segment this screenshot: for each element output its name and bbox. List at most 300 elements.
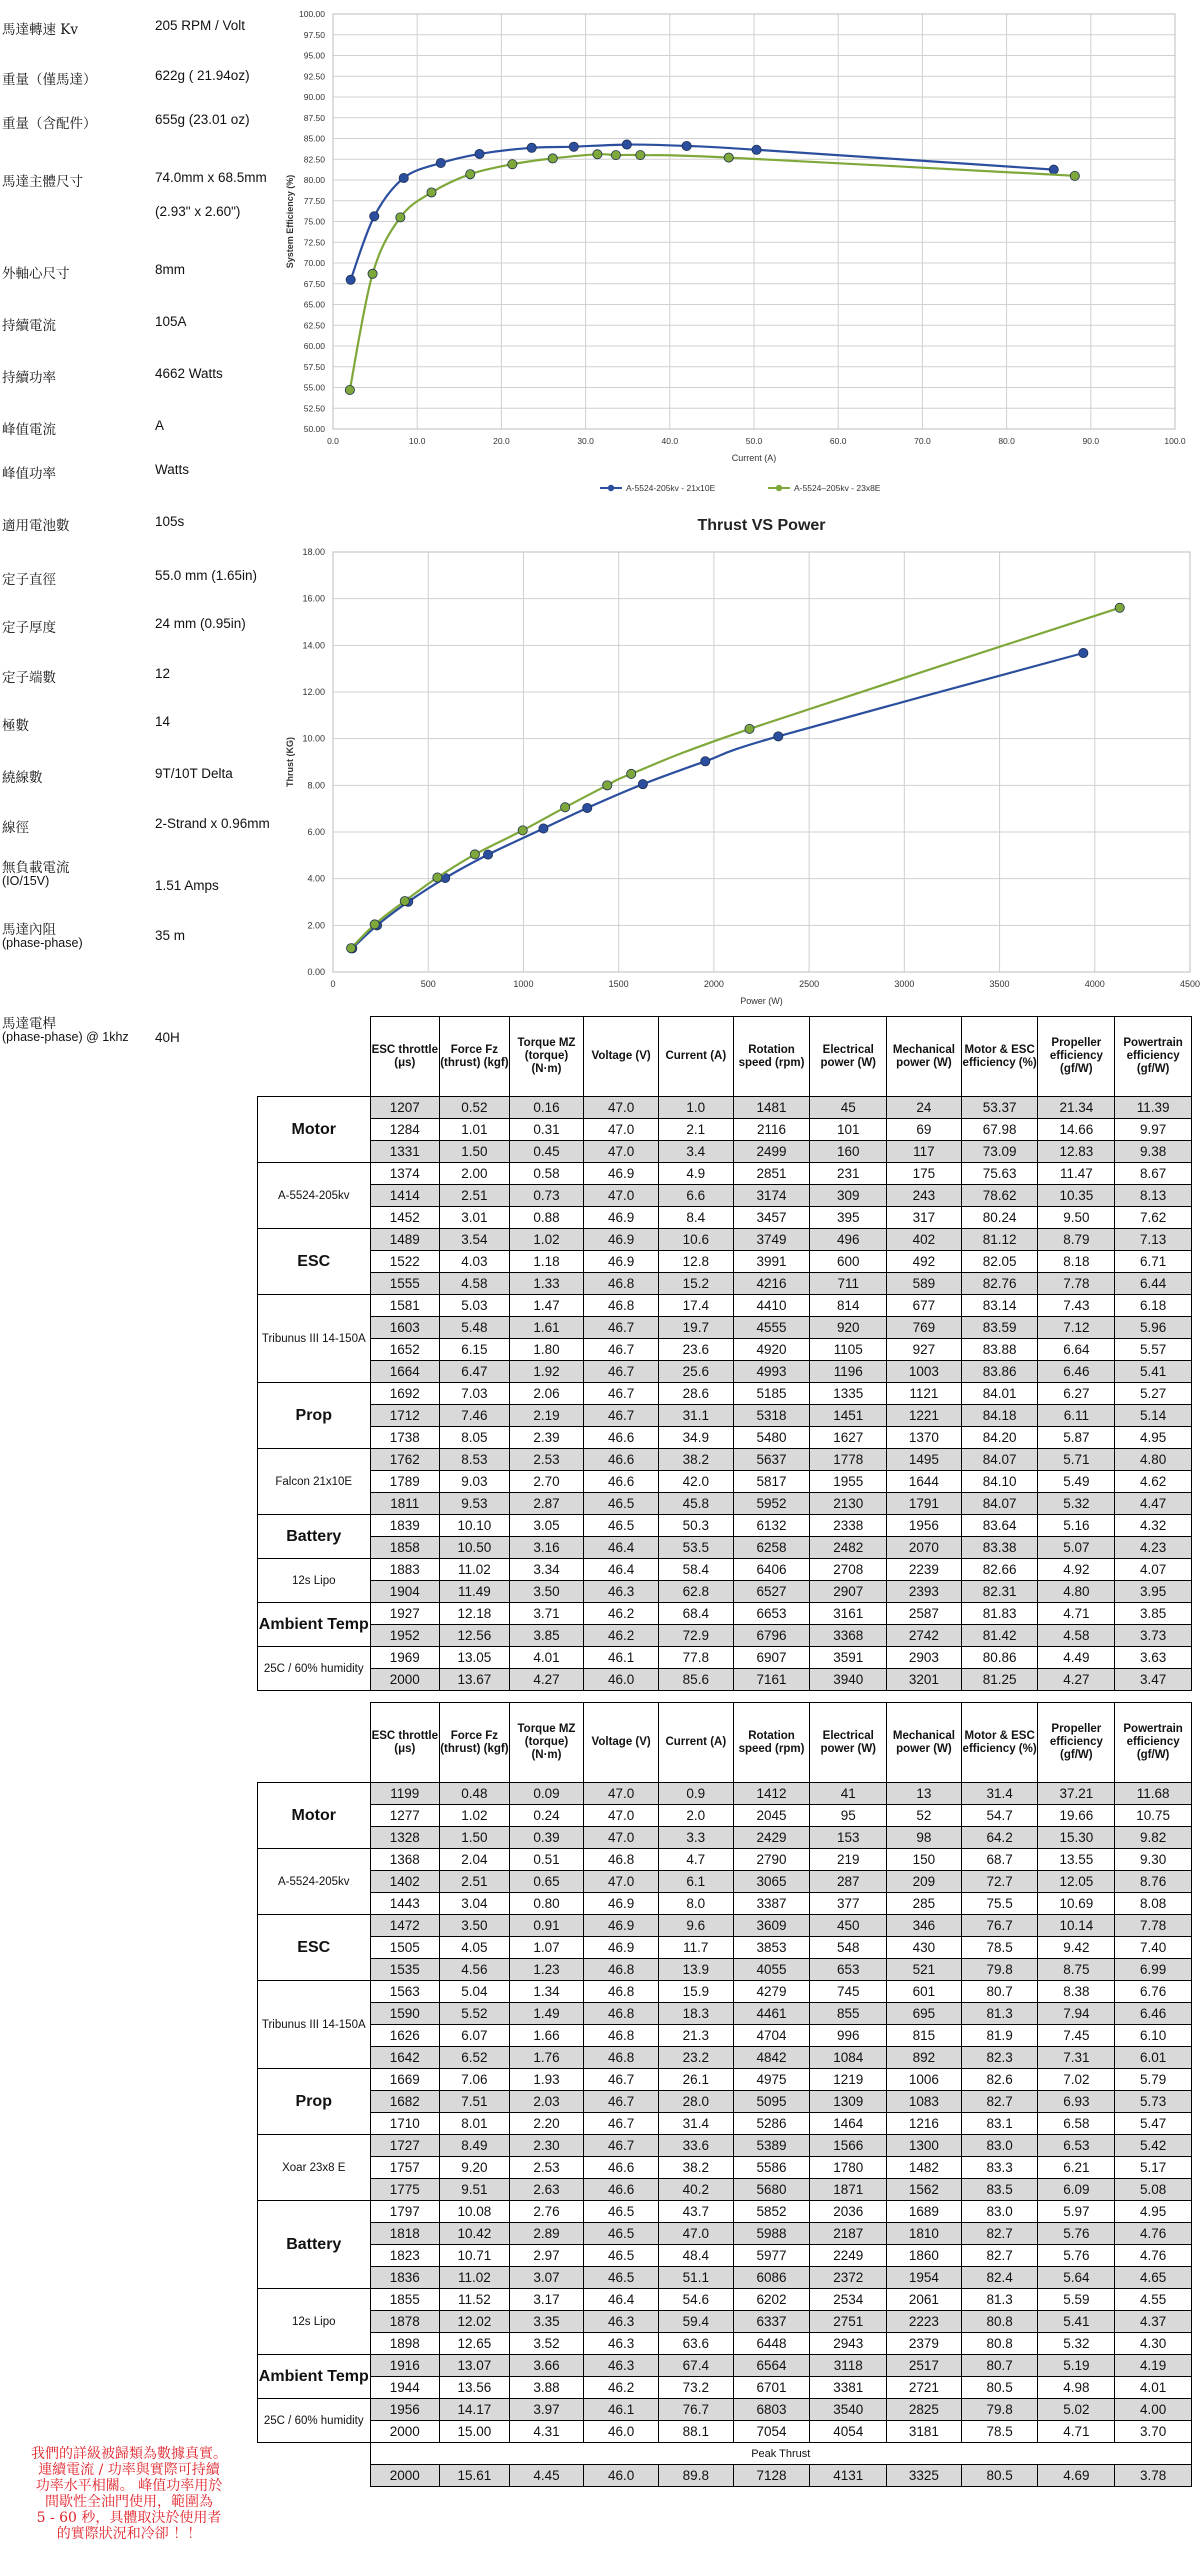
- data-point: [627, 769, 636, 778]
- table-cell: 46.5: [584, 2267, 659, 2289]
- table-cell: 47.0: [584, 1119, 659, 1141]
- table-cell: 12.8: [658, 1251, 733, 1273]
- table-cell: 46.7: [584, 1317, 659, 1339]
- table-cell: 927: [887, 1339, 962, 1361]
- x-tick-label: 20.0: [493, 436, 510, 446]
- table-cell: 4.27: [509, 1669, 584, 1691]
- table-cell: 1535: [370, 1959, 440, 1981]
- table-cell: 2.87: [509, 1493, 584, 1515]
- table-cell: 4.65: [1115, 2267, 1192, 2289]
- table-cell: 45.8: [658, 1493, 733, 1515]
- table-cell: 0.88: [509, 1207, 584, 1229]
- table-cell: 209: [887, 1871, 962, 1893]
- table-row: [258, 2201, 1192, 2223]
- table-cell: 83.14: [961, 1295, 1038, 1317]
- table-cell: 395: [810, 1207, 887, 1229]
- table-cell: 2907: [810, 1581, 887, 1603]
- table-cell: 3.85: [509, 1625, 584, 1647]
- table-cell: 82.4: [961, 2267, 1038, 2289]
- table-cell: 12.02: [440, 2311, 510, 2333]
- table-cell: 46.9: [584, 1251, 659, 1273]
- table-cell: 3.63: [1115, 1647, 1192, 1669]
- table-cell: 1.50: [440, 1141, 510, 1163]
- table-cell: 1652: [370, 1339, 440, 1361]
- x-tick-label: 0.0: [327, 436, 339, 446]
- table-cell: 38.2: [658, 2157, 733, 2179]
- table-cell: 12.83: [1038, 1141, 1115, 1163]
- series-line: [351, 608, 1120, 948]
- column-header: Electrical power (W): [810, 1017, 887, 1097]
- table-row: [258, 1827, 1192, 1849]
- table-cell: 81.3: [961, 2003, 1038, 2025]
- table-cell: 7.13: [1115, 1229, 1192, 1251]
- table-cell: 46.1: [584, 2399, 659, 2421]
- spec-label: 極數: [2, 718, 29, 734]
- spec-value: 12: [155, 666, 171, 681]
- data-point: [611, 151, 620, 160]
- table-cell: 46.5: [584, 2223, 659, 2245]
- table-cell: 31.4: [961, 1783, 1038, 1805]
- table-cell: 13.56: [440, 2377, 510, 2399]
- table-row: [258, 1581, 1192, 1603]
- table-cell: 402: [887, 1229, 962, 1251]
- efficiency-chart: [260, 0, 1200, 500]
- table-cell: 46.4: [584, 2289, 659, 2311]
- table-cell: 855: [810, 2003, 887, 2025]
- table-row: [258, 1559, 1192, 1581]
- spec-value: 105s: [155, 514, 185, 529]
- table-cell: 4.95: [1115, 1427, 1192, 1449]
- table-cell: 82.7: [961, 2223, 1038, 2245]
- table-cell: 4.56: [440, 1959, 510, 1981]
- data-point: [724, 153, 733, 162]
- table-cell: 7054: [733, 2421, 810, 2443]
- table-cell: 46.3: [584, 1581, 659, 1603]
- table-cell: 4055: [733, 1959, 810, 1981]
- table-cell: 2.76: [509, 2201, 584, 2223]
- table-cell: 3.4: [658, 1141, 733, 1163]
- table-cell: 1797: [370, 2201, 440, 2223]
- table-cell: 46.2: [584, 2377, 659, 2399]
- y-tick-label: 55.00: [303, 382, 325, 393]
- spec-value-secondary: (2.93" x 2.60"): [155, 204, 241, 219]
- data-point: [745, 724, 754, 733]
- table-cell: 78.5: [961, 2421, 1038, 2443]
- table-cell: 46.3: [584, 2311, 659, 2333]
- legend-marker: [608, 485, 614, 491]
- table-cell: 1335: [810, 1383, 887, 1405]
- spec-label: 馬達內阻: [2, 922, 56, 938]
- table-cell: 287: [810, 1871, 887, 1893]
- table-row: [258, 1163, 1192, 1185]
- table-cell: 83.1: [961, 2113, 1038, 2135]
- series-line: [351, 145, 1054, 280]
- table-cell: 5637: [733, 1449, 810, 1471]
- table-cell: 5.02: [1038, 2399, 1115, 2421]
- table-cell: 51.1: [658, 2267, 733, 2289]
- table-cell: 83.86: [961, 1361, 1038, 1383]
- table-cell: 89.8: [658, 2465, 733, 2487]
- data-point: [370, 920, 379, 929]
- spec-value: 55.0 mm (1.65in): [155, 568, 258, 583]
- component-label: Motor: [258, 1783, 371, 1849]
- table-row: [258, 1805, 1192, 1827]
- table-cell: 4.07: [1115, 1559, 1192, 1581]
- table-cell: 84.18: [961, 1405, 1038, 1427]
- table-cell: 1083: [887, 2091, 962, 2113]
- table-cell: 4054: [810, 2421, 887, 2443]
- table-cell: 19.7: [658, 1317, 733, 1339]
- table-cell: 1216: [887, 2113, 962, 2135]
- table-cell: 1955: [810, 1471, 887, 1493]
- table-cell: 3.47: [1115, 1669, 1192, 1691]
- table-cell: 7.43: [1038, 1295, 1115, 1317]
- table-cell: 5185: [733, 1383, 810, 1405]
- table-cell: 450: [810, 1915, 887, 1937]
- table-cell: 83.64: [961, 1515, 1038, 1537]
- data-point: [346, 944, 355, 953]
- spec-value: 74.0mm x 68.5mm: [155, 170, 267, 185]
- spec-label: 線徑: [2, 820, 29, 836]
- table-cell: 12.65: [440, 2333, 510, 2355]
- table-cell: 3.70: [1115, 2421, 1192, 2443]
- table-cell: 11.02: [440, 1559, 510, 1581]
- table-cell: 8.05: [440, 1427, 510, 1449]
- table-cell: 11.68: [1115, 1783, 1192, 1805]
- table-cell: 1644: [887, 1471, 962, 1493]
- spec-value: 105A: [155, 314, 187, 329]
- table-cell: 1.07: [509, 1937, 584, 1959]
- table-cell: 46.3: [584, 2355, 659, 2377]
- table-cell: 47.0: [658, 2223, 733, 2245]
- y-tick-label: 2.00: [307, 920, 325, 931]
- table-row: [258, 1515, 1192, 1537]
- table-cell: 6.44: [1115, 1273, 1192, 1295]
- table-cell: 28.6: [658, 1383, 733, 1405]
- table-cell: 2000: [370, 2421, 440, 2443]
- header-spacer: [258, 1703, 371, 1783]
- table-cell: 31.4: [658, 2113, 733, 2135]
- table-cell: 3.95: [1115, 1581, 1192, 1603]
- table-row: [258, 1405, 1192, 1427]
- table-cell: 5.27: [1115, 1383, 1192, 1405]
- x-tick-label: 40.0: [661, 436, 679, 446]
- table-cell: 3065: [733, 1871, 810, 1893]
- table-cell: 7.78: [1038, 1273, 1115, 1295]
- data-point: [396, 213, 405, 222]
- table-cell: 4.58: [440, 1273, 510, 1295]
- table-cell: 1.34: [509, 1981, 584, 2003]
- table-cell: 6258: [733, 1537, 810, 1559]
- table-cell: 88.1: [658, 2421, 733, 2443]
- table-cell: 1664: [370, 1361, 440, 1383]
- table-row: [258, 1981, 1192, 2003]
- table-cell: 2338: [810, 1515, 887, 1537]
- table-cell: 5.19: [1038, 2355, 1115, 2377]
- table-cell: 9.20: [440, 2157, 510, 2179]
- table-cell: 4555: [733, 1317, 810, 1339]
- table-cell: 548: [810, 1937, 887, 1959]
- table-cell: 8.13: [1115, 1185, 1192, 1207]
- table-cell: 2742: [887, 1625, 962, 1647]
- table-cell: 1883: [370, 1559, 440, 1581]
- table-cell: 1810: [887, 2223, 962, 2245]
- component-label: Falcon 21x10E: [258, 1449, 371, 1515]
- table-cell: 0.58: [509, 1163, 584, 1185]
- x-tick-label: 1000: [513, 979, 534, 989]
- table-cell: 5952: [733, 1493, 810, 1515]
- table-cell: 12.56: [440, 1625, 510, 1647]
- table-cell: 6653: [733, 1603, 810, 1625]
- table-cell: 5286: [733, 2113, 810, 2135]
- table-cell: 68.7: [961, 1849, 1038, 1871]
- x-tick-label: 70.0: [914, 436, 931, 446]
- data-point: [636, 151, 645, 160]
- column-header: Motor & ESC efficiency (%): [961, 1017, 1038, 1097]
- legend-label: A-5524-205kv - 21x10E: [626, 483, 716, 493]
- table-cell: 5.32: [1038, 1493, 1115, 1515]
- table-cell: 83.0: [961, 2135, 1038, 2157]
- table-cell: 4.80: [1038, 1581, 1115, 1603]
- data-point: [774, 732, 783, 741]
- table-cell: 3591: [810, 1647, 887, 1669]
- table-cell: 73.09: [961, 1141, 1038, 1163]
- table-cell: 711: [810, 1273, 887, 1295]
- spec-value: 655g (23.01 oz): [155, 112, 250, 127]
- table-cell: 1121: [887, 1383, 962, 1405]
- spec-label: 持續電流: [2, 318, 56, 334]
- table-row: [258, 1871, 1192, 1893]
- table-cell: 1791: [887, 1493, 962, 1515]
- table-cell: 81.12: [961, 1229, 1038, 1251]
- table-cell: 83.3: [961, 2157, 1038, 2179]
- series-line: [350, 154, 1075, 390]
- column-header: Rotation speed (rpm): [733, 1017, 810, 1097]
- data-point: [475, 149, 484, 158]
- table-cell: 5988: [733, 2223, 810, 2245]
- table-cell: 11.39: [1115, 1097, 1192, 1119]
- table-cell: 3.52: [509, 2333, 584, 2355]
- table-cell: 3.04: [440, 1893, 510, 1915]
- table-cell: 5852: [733, 2201, 810, 2223]
- table-cell: 46.8: [584, 2003, 659, 2025]
- series-21x10e: [348, 648, 1088, 953]
- table-cell: 1199: [370, 1783, 440, 1805]
- component-label: Battery: [258, 2201, 371, 2289]
- table-cell: 80.7: [961, 2355, 1038, 2377]
- y-tick-label: 92.50: [303, 71, 325, 82]
- table-cell: 46.6: [584, 1449, 659, 1471]
- table-cell: 4.55: [1115, 2289, 1192, 2311]
- table-cell: 2000: [370, 1669, 440, 1691]
- table-cell: 46.0: [584, 2421, 659, 2443]
- table-cell: 50.3: [658, 1515, 733, 1537]
- spec-label: 峰值電流: [2, 422, 56, 438]
- data-point: [603, 781, 612, 790]
- table-row: [258, 1207, 1192, 1229]
- table-cell: 80.24: [961, 1207, 1038, 1229]
- table-cell: 46.8: [584, 1295, 659, 1317]
- table-cell: 9.38: [1115, 1141, 1192, 1163]
- table-cell: 46.1: [584, 1647, 659, 1669]
- table-cell: 1916: [370, 2355, 440, 2377]
- table-cell: 0.91: [509, 1915, 584, 1937]
- table-cell: 1.47: [509, 1295, 584, 1317]
- table-cell: 1.92: [509, 1361, 584, 1383]
- table-cell: 6448: [733, 2333, 810, 2355]
- table-cell: 695: [887, 2003, 962, 2025]
- spec-value: 14: [155, 714, 171, 729]
- table-cell: 2708: [810, 1559, 887, 1581]
- table-cell: 1.18: [509, 1251, 584, 1273]
- y-tick-label: 4.00: [307, 873, 325, 884]
- table-cell: 1566: [810, 2135, 887, 2157]
- data-point: [399, 173, 408, 182]
- data-point: [433, 873, 442, 882]
- y-tick-label: 95.00: [303, 50, 325, 61]
- table-cell: 117: [887, 1141, 962, 1163]
- table-cell: 6.6: [658, 1185, 733, 1207]
- table-cell: 8.0: [658, 1893, 733, 1915]
- spec-label: 峰值功率: [2, 466, 56, 482]
- column-header: Voltage (V): [584, 1703, 659, 1783]
- component-label: Motor: [258, 1097, 371, 1163]
- table-cell: 3201: [887, 1669, 962, 1691]
- table-cell: 5.79: [1115, 2069, 1192, 2091]
- y-tick-label: 77.50: [303, 195, 325, 206]
- y-tick-label: 18.00: [302, 547, 325, 557]
- table-cell: 1642: [370, 2047, 440, 2069]
- table-cell: 46.4: [584, 1537, 659, 1559]
- table-cell: 67.4: [658, 2355, 733, 2377]
- table-cell: 2.63: [509, 2179, 584, 2201]
- table-cell: 4842: [733, 2047, 810, 2069]
- table-cell: 64.2: [961, 1827, 1038, 1849]
- table-cell: 5.47: [1115, 2113, 1192, 2135]
- spec-value: 40H: [155, 1030, 180, 1045]
- table-cell: 5817: [733, 1471, 810, 1493]
- table-cell: 13.55: [1038, 1849, 1115, 1871]
- table-cell: 79.8: [961, 2399, 1038, 2421]
- table-cell: 5318: [733, 1405, 810, 1427]
- table-cell: 2.04: [440, 1849, 510, 1871]
- table-cell: 81.42: [961, 1625, 1038, 1647]
- table-cell: 1944: [370, 2377, 440, 2399]
- table-cell: 83.88: [961, 1339, 1038, 1361]
- table-cell: 3.85: [1115, 1603, 1192, 1625]
- peak-thrust-label: Peak Thrust: [370, 2443, 1191, 2465]
- table-cell: 10.6: [658, 1229, 733, 1251]
- table-cell: 2587: [887, 1603, 962, 1625]
- column-header: Torque MZ (torque) (N·m): [509, 1703, 584, 1783]
- table-cell: 67.98: [961, 1119, 1038, 1141]
- table-cell: 1.80: [509, 1339, 584, 1361]
- table-cell: 5.48: [440, 1317, 510, 1339]
- y-axis-title: Thrust (KG): [285, 737, 295, 787]
- series-23x8e: [346, 603, 1124, 953]
- table-row: [258, 1295, 1192, 1317]
- table-cell: 75.5: [961, 1893, 1038, 1915]
- table-cell: 10.71: [440, 2245, 510, 2267]
- table-cell: 82.76: [961, 1273, 1038, 1295]
- table-cell: 34.9: [658, 1427, 733, 1449]
- table-cell: 2.0: [658, 1805, 733, 1827]
- table-cell: 285: [887, 1893, 962, 1915]
- table-cell: 2534: [810, 2289, 887, 2311]
- table-cell: 14.17: [440, 2399, 510, 2421]
- table-cell: 4.95: [1115, 2201, 1192, 2223]
- table-cell: 46.9: [584, 1207, 659, 1229]
- table-cell: 6.47: [440, 1361, 510, 1383]
- spec-value: 9T/10T Delta: [155, 766, 233, 781]
- table-cell: 0.73: [509, 1185, 584, 1207]
- component-label: Tribunus III 14-150A: [258, 1981, 371, 2069]
- x-tick-label: 0: [330, 979, 336, 989]
- table-cell: 1555: [370, 1273, 440, 1295]
- table-cell: 4.98: [1038, 2377, 1115, 2399]
- table-cell: 0.24: [509, 1805, 584, 1827]
- table-cell: 8.01: [440, 2113, 510, 2135]
- spec-label: 無負載電流: [2, 860, 70, 876]
- column-header: Propeller efficiency (gf/W): [1038, 1017, 1115, 1097]
- table-cell: 6.1: [658, 1871, 733, 1893]
- table-cell: 2825: [887, 2399, 962, 2421]
- table-cell: 6.52: [440, 2047, 510, 2069]
- table-cell: 521: [887, 1959, 962, 1981]
- table-cell: 47.0: [584, 1141, 659, 1163]
- component-label: 25C / 60% humidity: [258, 1647, 371, 1691]
- x-axis-title: Power (W): [740, 996, 783, 1006]
- table-cell: 1727: [370, 2135, 440, 2157]
- table-cell: 2790: [733, 1849, 810, 1871]
- header-spacer: [258, 1017, 371, 1097]
- spec-label: 重量（含配件）: [2, 116, 97, 132]
- table-cell: 48.4: [658, 2245, 733, 2267]
- table-cell: 1.49: [509, 2003, 584, 2025]
- table-cell: 1780: [810, 2157, 887, 2179]
- table-cell: 1581: [370, 1295, 440, 1317]
- table-cell: 1481: [733, 1097, 810, 1119]
- table-cell: 7.78: [1115, 1915, 1192, 1937]
- table-cell: 653: [810, 1959, 887, 1981]
- table-cell: 7.06: [440, 2069, 510, 2091]
- table-cell: 6.27: [1038, 1383, 1115, 1405]
- table-cell: 11.47: [1038, 1163, 1115, 1185]
- table-cell: 1627: [810, 1427, 887, 1449]
- table-cell: 160: [810, 1141, 887, 1163]
- table-cell: 5.07: [1038, 1537, 1115, 1559]
- data-point: [345, 385, 354, 394]
- table-cell: 47.0: [584, 1185, 659, 1207]
- table-cell: 95: [810, 1805, 887, 1827]
- table-cell: 6796: [733, 1625, 810, 1647]
- table-cell: 2751: [810, 2311, 887, 2333]
- table-cell: 7128: [733, 2465, 810, 2487]
- table-cell: 3.05: [509, 1515, 584, 1537]
- table-cell: 78.5: [961, 1937, 1038, 1959]
- table-cell: 2372: [810, 2267, 887, 2289]
- table-cell: 80.5: [961, 2465, 1038, 2487]
- table-cell: 53.37: [961, 1097, 1038, 1119]
- table-cell: 3.66: [509, 2355, 584, 2377]
- table-cell: 13.05: [440, 1647, 510, 1669]
- x-tick-label: 80.0: [998, 436, 1015, 446]
- table-cell: 1.23: [509, 1959, 584, 1981]
- table-cell: 219: [810, 1849, 887, 1871]
- table-cell: 1.33: [509, 1273, 584, 1295]
- table-cell: 1.93: [509, 2069, 584, 2091]
- table-row: [258, 1449, 1192, 1471]
